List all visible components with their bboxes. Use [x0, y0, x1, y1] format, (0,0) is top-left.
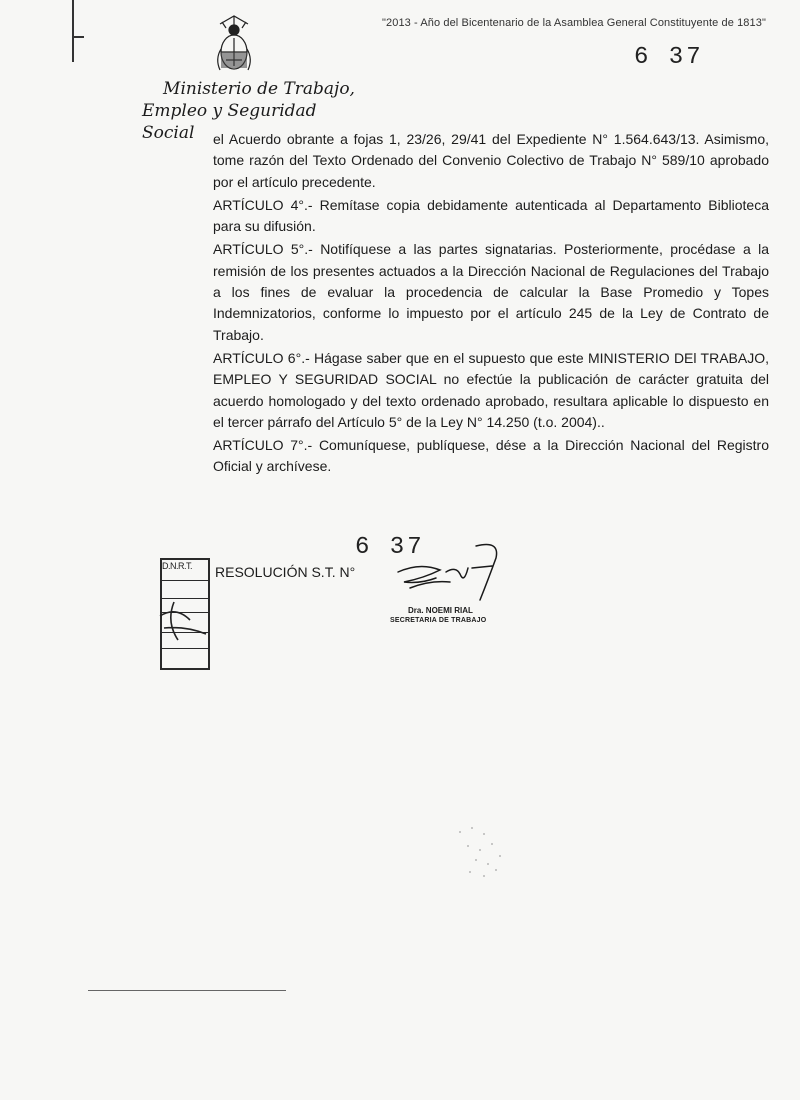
ministry-line-1: Ministerio de Trabajo, — [163, 79, 355, 99]
paragraph-fojas: el Acuerdo obrante a fojas 1, 23/26, 29/41 del Expediente N° 1.564.643/13. Asimismo, tome razón del Texto Ordenado del Convenio Colectivo de Trabajo N° 589/10 aprobado por el artículo precedente. — [213, 131, 769, 190]
signature — [380, 538, 512, 602]
stamp-label: D.N.R.T. — [162, 561, 193, 571]
bottom-rule — [88, 990, 286, 991]
initials-scribble — [156, 596, 212, 642]
paragraph-articulo-5: ARTÍCULO 5°.- Notifíquese a las partes signatarias. Posteriormente, procédase a la remisión de los presentes actuados a la Dirección Nacional de Regulaciones del Trabajo a los fines de evaluar la procedencia de calcular la Base Promedio y Topes Indemnizatorios, conforme lo impuesto por el artículo 245 de la Ley de Contrato de Trabajo. — [213, 241, 769, 343]
signer-name: Dra. NOEMI RIAL — [408, 606, 473, 615]
folio-number: 6 37 — [634, 44, 704, 71]
scan-edge-line — [72, 0, 74, 62]
coat-of-arms-icon — [212, 14, 256, 76]
year-banner: "2013 - Año del Bicentenario de la Asamblea General Constituyente de 1813" — [382, 17, 766, 29]
paragraph-articulo-6: ARTÍCULO 6°.- Hágase saber que en el supuesto que este MINISTERIO DEl TRABAJO, EMPLEO Y SEGURIDAD SOCIAL no efectúe la publicación de carácter gratuita del acuerdo homologado y del texto ordenado aprobado, resultara aplicable lo dispuesto en el tercer párrafo del Artículo 5° de la Ley N° 14.250 (t.o. 2004).. — [213, 349, 769, 430]
registry-stamp — [160, 558, 210, 670]
scan-noise — [450, 820, 520, 890]
paragraph-articulo-4: ARTÍCULO 4°.- Remítase copia debidamente autenticada al Departamento Biblioteca para su difusión. — [213, 196, 769, 235]
ministry-line-2: Empleo y Seguridad Social — [142, 101, 317, 143]
scan-mark — [72, 36, 84, 38]
resolution-label: RESOLUCIÓN S.T. N° — [215, 564, 356, 580]
paragraph-articulo-7: ARTÍCULO 7°.- Comuníquese, publíquese, dése a la Dirección Nacional del Registro Oficial y archívese. — [213, 437, 769, 475]
resolution-number: 6 37 — [355, 534, 425, 561]
resolution-body — [213, 129, 769, 478]
signer-role: SECRETARIA DE TRABAJO — [390, 617, 487, 624]
